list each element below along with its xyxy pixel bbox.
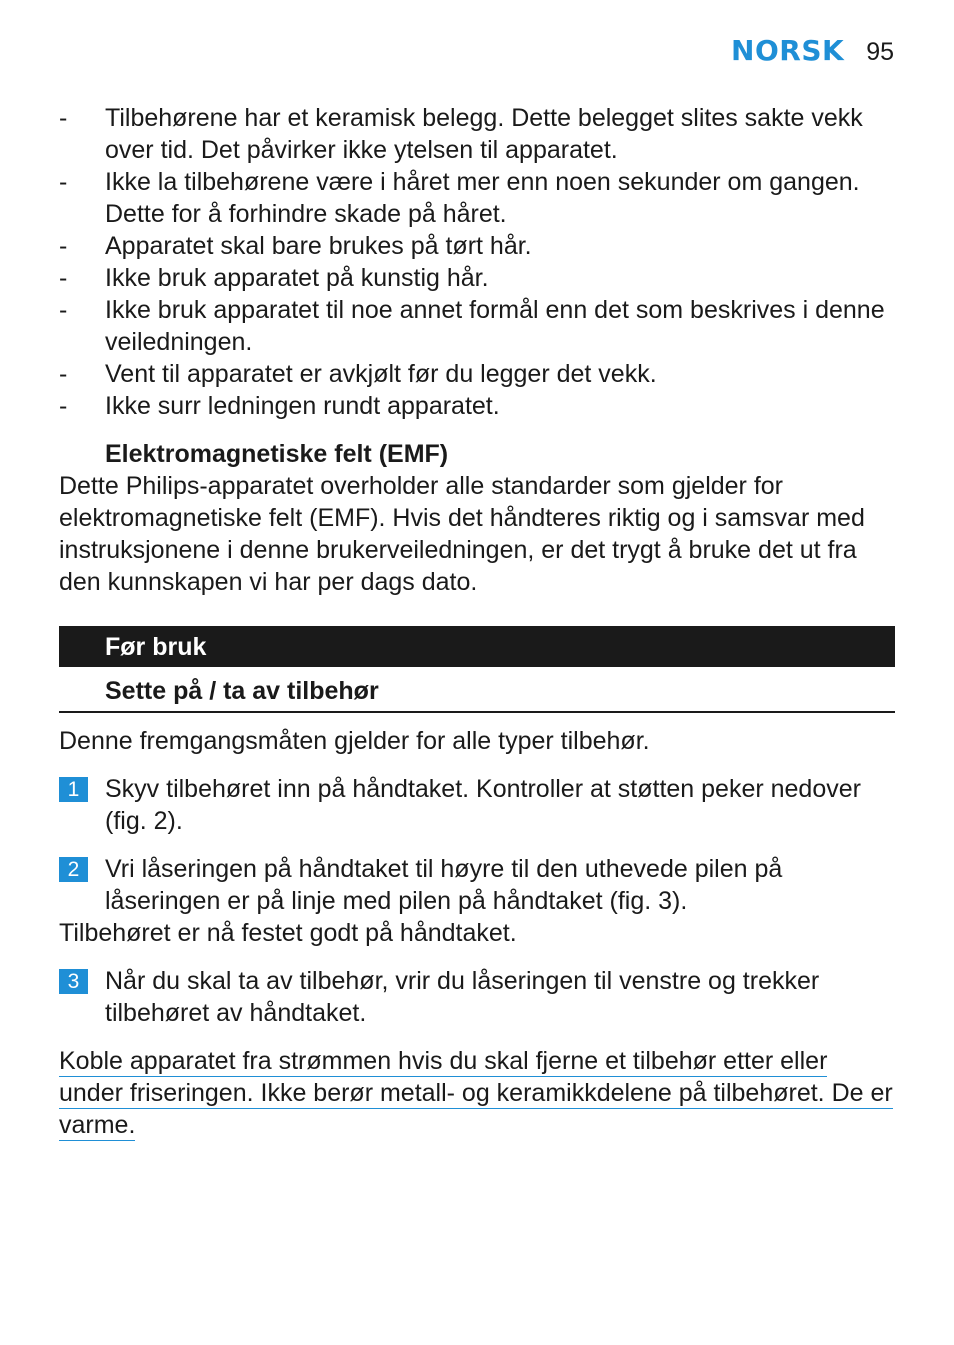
bullet-dash: - [59, 392, 68, 420]
step-2 [59, 853, 895, 917]
step-text: Vri låseringen på håndtaket til høyre til den uthevede pilen på låseringen er på linje med pilen på håndtaket (fig. 3). [105, 855, 783, 915]
step-2-note: Tilbehøret er nå festet godt på håndtaket. [59, 919, 517, 947]
intro-text: Denne fremgangsmåten gjelder for alle typer tilbehør. [59, 727, 650, 755]
list-item: - Ikke bruk apparatet på kunstig hår. [59, 264, 489, 292]
page-header [731, 34, 894, 67]
emf-heading: Elektromagnetiske felt (EMF) [105, 440, 449, 468]
safety-bullet-list [59, 102, 895, 422]
bullet-dash: - [59, 360, 68, 388]
list-item: - Ikke la tilbehørene være i håret mer enn noen sekunder om gangen. Dette for å forhindre skade på håret. [59, 168, 860, 228]
step-number-badge: 3 [59, 969, 88, 994]
step-number-badge: 2 [59, 857, 88, 882]
list-item: - Apparatet skal bare brukes på tørt hår. [59, 232, 532, 260]
section-title-bar: Før bruk [59, 626, 895, 667]
list-item: - Ikke bruk apparatet til noe annet formål enn det som beskrives i denne veiledningen. [59, 296, 885, 356]
page-number: 95 [866, 38, 894, 66]
bullet-dash: - [59, 168, 68, 196]
subsection-title: Sette på / ta av tilbehør [59, 675, 895, 713]
list-item: - Tilbehørene har et keramisk belegg. Dette belegget slites sakte vekk over tid. Det påvirker ikke ytelsen til apparatet. [59, 104, 863, 164]
page-content [59, 102, 895, 1141]
bullet-dash: - [59, 232, 68, 260]
step-1 [59, 773, 895, 837]
list-item: - Ikke surr ledningen rundt apparatet. [59, 392, 500, 420]
list-item: - Vent til apparatet er avkjølt før du legger det vekk. [59, 360, 657, 388]
bullet-dash: - [59, 264, 68, 292]
bullet-dash: - [59, 296, 68, 324]
bullet-dash: - [59, 104, 68, 132]
step-3 [59, 965, 895, 1029]
step-text: Skyv tilbehøret inn på håndtaket. Kontroller at støtten peker nedover (fig. 2). [105, 775, 861, 835]
emf-text: Dette Philips-apparatet overholder alle standarder som gjelder for elektromagnetiske felt (EMF). Hvis det håndteres riktig og i samsvar med instruksjonene i denne brukerveiledningen, er det trygt å bruke det ut fra den kunnskapen vi har per dags dato. [59, 472, 865, 596]
step-number-badge: 1 [59, 777, 88, 802]
language-label: NORSK [731, 34, 845, 67]
step-text: Når du skal ta av tilbehør, vrir du låseringen til venstre og trekker tilbehøret av håndtaket. [105, 967, 820, 1027]
warning-text: Koble apparatet fra strømmen hvis du skal fjerne et tilbehør etter eller under friseringen. Ikke berør metall- og keramikkdelene på tilbehøret. De er varme. [59, 1047, 893, 1139]
